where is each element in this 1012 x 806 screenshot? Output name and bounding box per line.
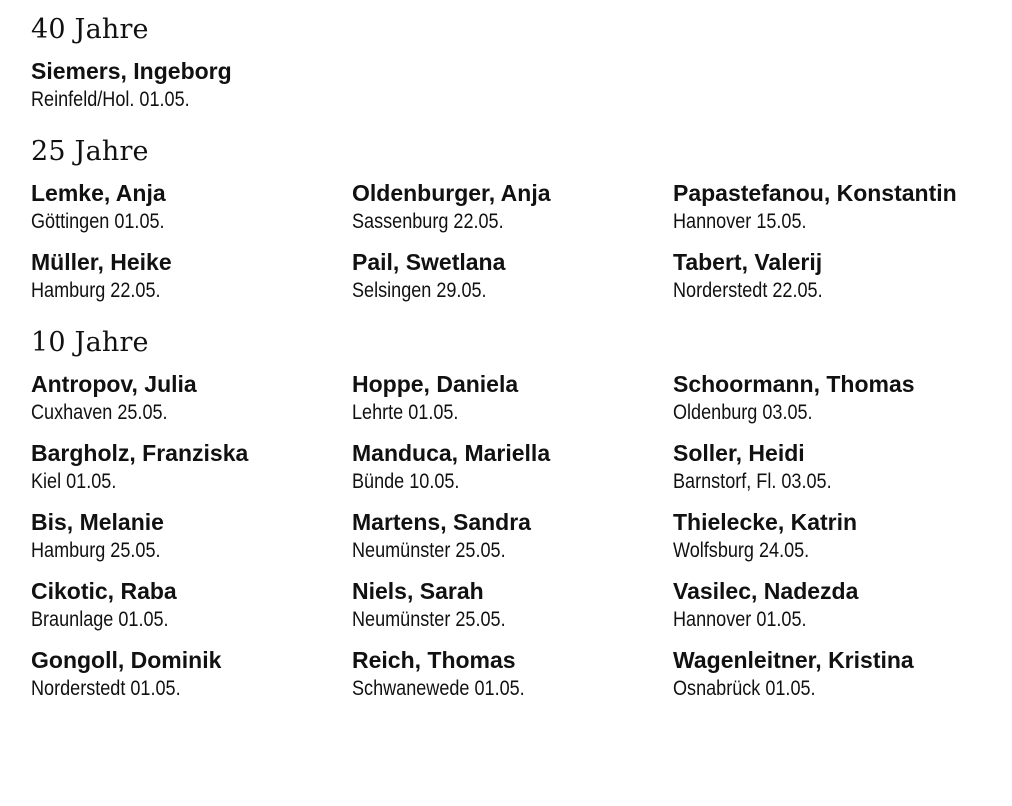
person-name: Soller, Heidi bbox=[673, 440, 805, 466]
list-item bbox=[352, 178, 673, 236]
person-location-date: Lehrte 01.05. bbox=[352, 401, 459, 424]
person-location-date: Neumünster 25.05. bbox=[352, 608, 506, 631]
list-item bbox=[673, 178, 1001, 236]
entries-grid bbox=[31, 56, 1001, 114]
person-name: Bis, Melanie bbox=[31, 509, 164, 535]
person-location-date: Hamburg 22.05. bbox=[31, 279, 161, 302]
section-title: 25 Jahre bbox=[31, 136, 149, 167]
list-item bbox=[31, 576, 352, 634]
person-name: Tabert, Valerij bbox=[673, 249, 823, 275]
person-name: Cikotic, Raba bbox=[31, 578, 177, 604]
person-name: Bargholz, Franziska bbox=[31, 440, 249, 466]
list-item bbox=[31, 247, 352, 305]
person-location-date: Neumünster 25.05. bbox=[352, 539, 506, 562]
person-location-date: Selsingen 29.05. bbox=[352, 279, 487, 302]
person-name: Papastefanou, Konstantin bbox=[673, 180, 957, 206]
person-name: Gongoll, Dominik bbox=[31, 647, 222, 673]
person-location-date: Norderstedt 22.05. bbox=[673, 279, 823, 302]
person-name: Oldenburger, Anja bbox=[352, 180, 551, 206]
list-item bbox=[352, 369, 673, 427]
section-40-years bbox=[31, 12, 1001, 114]
person-location-date: Hannover 15.05. bbox=[673, 210, 807, 233]
section-25-years bbox=[31, 134, 1001, 305]
person-name: Wagenleitner, Kristina bbox=[673, 647, 914, 673]
person-name: Hoppe, Daniela bbox=[352, 371, 519, 397]
person-location-date: Schwanewede 01.05. bbox=[352, 677, 525, 700]
person-location-date: Hamburg 25.05. bbox=[31, 539, 161, 562]
section-10-years bbox=[31, 325, 1001, 703]
person-location-date: Göttingen 01.05. bbox=[31, 210, 165, 233]
list-item bbox=[352, 645, 673, 703]
person-location-date: Braunlage 01.05. bbox=[31, 608, 169, 631]
person-location-date: Wolfsburg 24.05. bbox=[673, 539, 810, 562]
person-location-date: Oldenburg 03.05. bbox=[673, 401, 813, 424]
entries-grid bbox=[31, 178, 1001, 305]
list-item bbox=[352, 247, 673, 305]
list-item bbox=[673, 645, 1001, 703]
list-item bbox=[31, 438, 352, 496]
person-location-date: Kiel 01.05. bbox=[31, 470, 117, 493]
section-title: 40 Jahre bbox=[31, 14, 149, 45]
person-name: Antropov, Julia bbox=[31, 371, 197, 397]
person-location-date: Sassenburg 22.05. bbox=[352, 210, 504, 233]
list-item bbox=[352, 507, 673, 565]
list-item bbox=[31, 178, 352, 236]
entries-grid bbox=[31, 369, 1001, 703]
list-item bbox=[352, 438, 673, 496]
list-item bbox=[31, 645, 352, 703]
person-location-date: Bünde 10.05. bbox=[352, 470, 460, 493]
person-name: Pail, Swetlana bbox=[352, 249, 506, 275]
list-item bbox=[673, 507, 1001, 565]
person-name: Martens, Sandra bbox=[352, 509, 531, 535]
person-location-date: Cuxhaven 25.05. bbox=[31, 401, 168, 424]
person-name: Manduca, Mariella bbox=[352, 440, 551, 466]
list-item bbox=[673, 247, 1001, 305]
person-name: Müller, Heike bbox=[31, 249, 172, 275]
list-item bbox=[673, 369, 1001, 427]
person-location-date: Osnabrück 01.05. bbox=[673, 677, 816, 700]
person-name: Vasilec, Nadezda bbox=[673, 578, 859, 604]
person-name: Niels, Sarah bbox=[352, 578, 484, 604]
list-item bbox=[31, 369, 352, 427]
person-location-date: Norderstedt 01.05. bbox=[31, 677, 181, 700]
person-name: Schoormann, Thomas bbox=[673, 371, 915, 397]
list-item bbox=[673, 576, 1001, 634]
list-item bbox=[31, 507, 352, 565]
person-location-date: Hannover 01.05. bbox=[673, 608, 807, 631]
person-name: Reich, Thomas bbox=[352, 647, 516, 673]
list-item bbox=[31, 56, 352, 114]
list-item bbox=[673, 438, 1001, 496]
person-name: Lemke, Anja bbox=[31, 180, 166, 206]
section-title: 10 Jahre bbox=[31, 327, 149, 358]
person-location-date: Reinfeld/Hol. 01.05. bbox=[31, 88, 190, 111]
person-name: Siemers, Ingeborg bbox=[31, 58, 232, 84]
list-item bbox=[352, 576, 673, 634]
person-name: Thielecke, Katrin bbox=[673, 509, 858, 535]
person-location-date: Barnstorf, Fl. 03.05. bbox=[673, 470, 832, 493]
anniversary-list bbox=[31, 12, 1001, 703]
